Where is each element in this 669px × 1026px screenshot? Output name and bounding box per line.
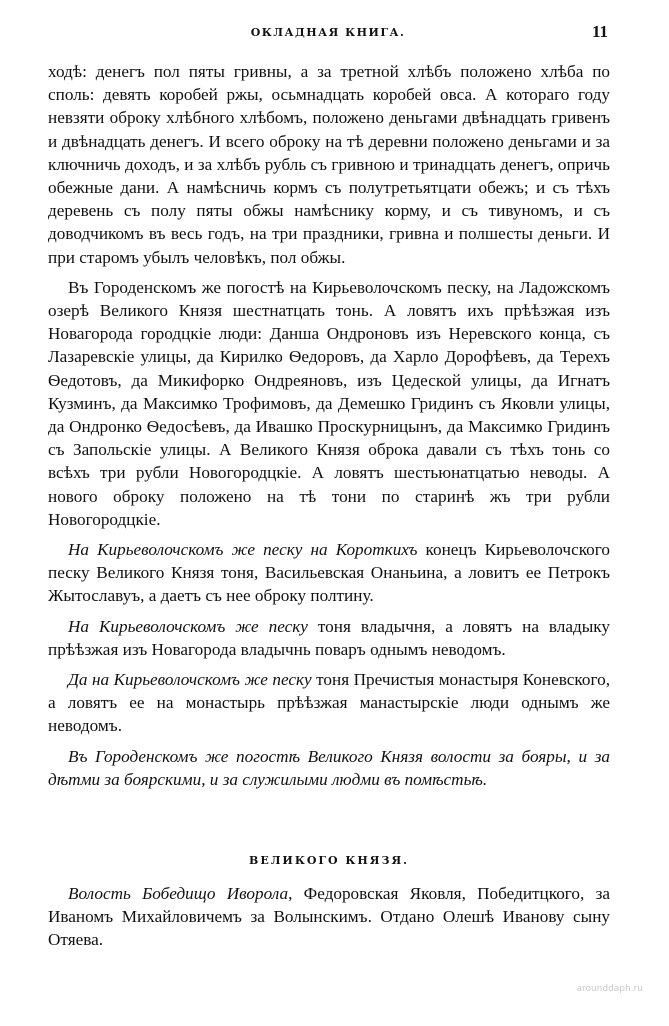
watermark-text: arounddaph.ru <box>576 984 643 994</box>
paragraph-5-text: тоня Пречистыя монастыря Коневского, а ловятъ ее на монастырь прѣѣзжая манастырскіе люди однымъ же неводомъ. <box>48 670 610 736</box>
running-title: ОКЛАДНАЯ КНИГА. <box>250 26 406 39</box>
paragraph-3-italic: На Кирьеволочскомъ же песку на Короткихъ <box>68 540 418 560</box>
paragraph-1: ходѣ: денегъ пол пяты гривны, а за третной хлѣбъ положено хлѣба по споль: девять коробей ржы, осьмнадцать коробей овса. А котораго году невзяти оброку хлѣбного хлѣбомъ, положено деньгами двѣнадцать гривенъ и двѣнадцать денегъ. И всего оброку на тѣ деревни положено деньгами и за ключничь доходъ, и за хлѣбъ рубль съ гривною и тринадцать денегъ, опричь обежные дани. А намѣсничь кормъ съ полутретьятцати обежъ; и съ тѣхъ деревень съ полу пяты обжы намѣснику корму, и съ тивуномъ, и съ доводчикомъ въ весь годъ, на три праздники, гривна и полшесты деньги. И при старомъ убылъ человѣкъ, пол обжы. <box>48 62 610 267</box>
page-number: 11 <box>591 22 608 41</box>
paragraph-5 <box>48 668 610 738</box>
page-header <box>48 22 608 46</box>
paragraph-7 <box>48 882 610 952</box>
section-heading: ВЕЛИКОГО КНЯЗЯ. <box>249 854 409 867</box>
paragraph-4-italic: На Кирьеволочскомъ же песку <box>68 616 308 636</box>
paragraph-6: Въ Городенскомъ же погостѣ Великого Князя волости за бояры, и за дѣтми за боярскими, и за служилыми людми въ помѣстьѣ. <box>48 746 610 789</box>
paragraph-7-italic: Волость Бобедищо Иворола <box>68 884 289 903</box>
final-paragraph <box>48 882 610 952</box>
paragraph-7-text: , Федоровская Яковля, Победитцкого, за Иваномъ Михайловичемъ за Волынскимъ. Отдано Олешѣ Иванову сыну Отяева. <box>48 884 610 950</box>
paragraph-2: Въ Городенскомъ же погостѣ на Кирьеволочскомъ песку, на Ладожскомъ озерѣ Великого Князя шестнатцать тонь. А ловятъ ихъ прѣѣзжая изъ Новагорода городцкіе люди: Данша Ондроновъ изъ Неревского конца, съ Лазаревскіе улицы, да Кирилко Ѳедоровъ, да Харло Дорофѣевъ, да Терехъ Ѳедотовъ, да Микифорко Ондреяновъ, изъ Цедеской улицы, да Игнатъ Кузминъ, да Максимко Трофимовъ, да Демешко Гридинъ съ Яковли улицы, да Ондронко Ѳедосѣевъ, да Ивашко Проскурницынъ, да Максимко Гридинъ съ Запольскіе улицы. А Великого Князя оброка давали съ тѣхъ тонь со всѣхъ три рубли Новогородцкіе. А ловятъ шестьюнатцатью неводы. А нового оброку положено на тѣ тони по старинѣ жъ три рубли Новогородцкіе. <box>48 277 610 529</box>
paragraph-5-italic: Да на Кирьеволочскомъ же песку <box>68 670 312 690</box>
paragraph-4 <box>48 615 610 661</box>
paragraph-4-text: тоня владычня, а ловятъ на владыку прѣѣзжая изъ Новагорода владычнь поваръ однымъ неводомъ. <box>48 616 610 659</box>
paragraph-3 <box>48 538 610 608</box>
main-text <box>48 60 610 791</box>
paragraph-3-text: конецъ Кирьеволочского песку Великого Князя тоня, Васильевская Онаньина, а ловитъ ее Петрокъ Жытославуъ, а даетъ съ нее оброку полтину. <box>48 540 610 606</box>
